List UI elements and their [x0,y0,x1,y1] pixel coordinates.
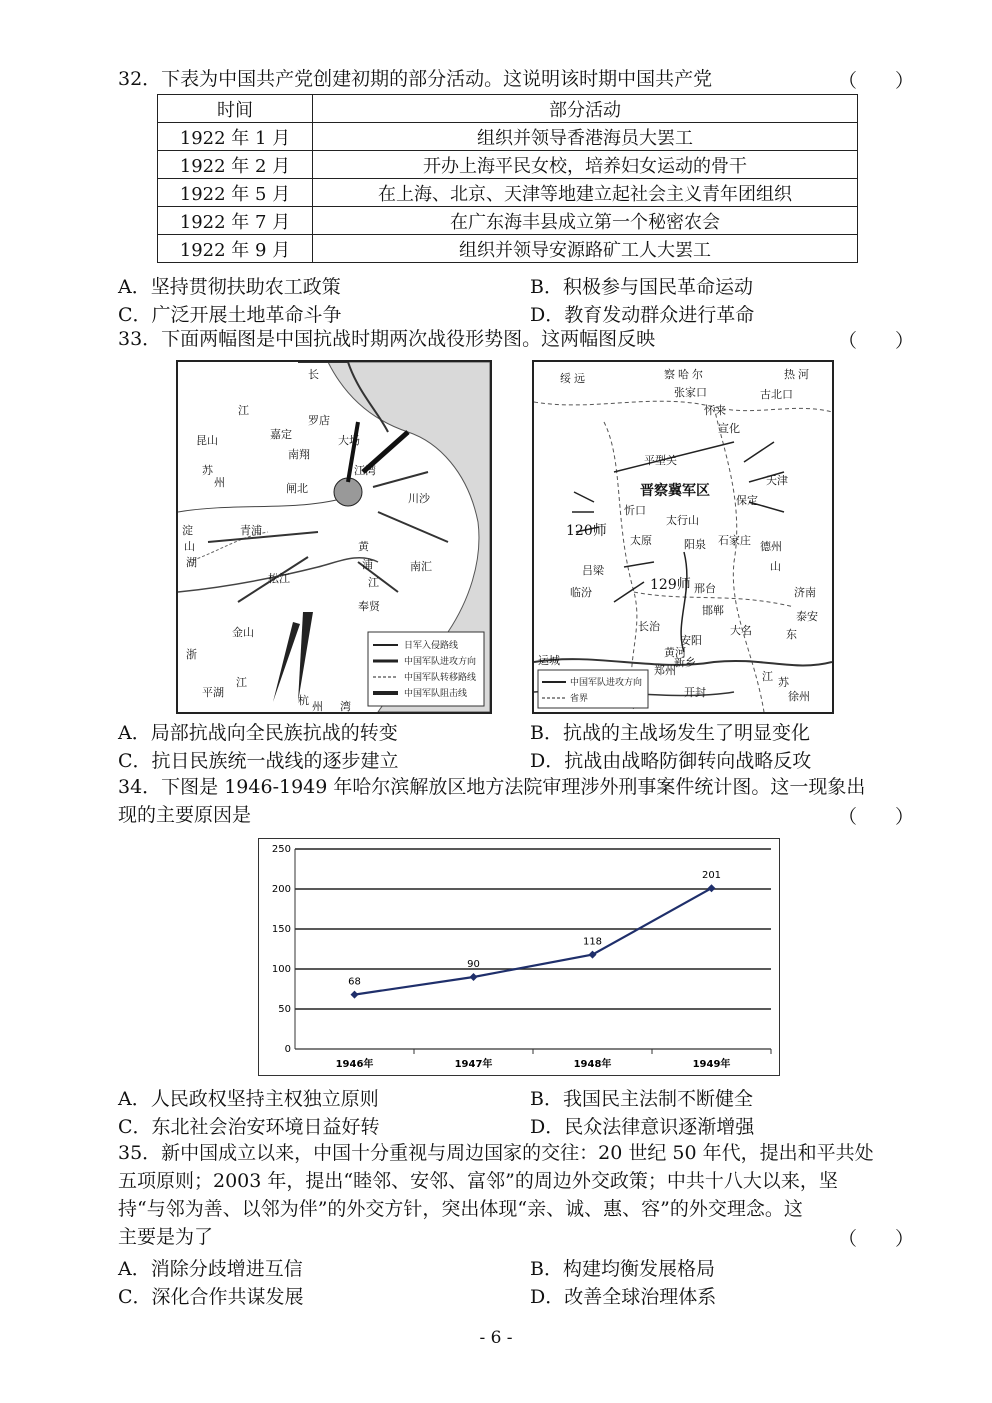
map-label: 州 [214,476,225,489]
q32-answer-paren: （ ） [838,70,915,92]
map-label: 安阳 [680,634,702,647]
map-label: 大场 [338,434,360,447]
map-label: 浙 [186,648,197,661]
table-header-row [158,95,858,123]
map-label: 晋察冀军区 [640,483,710,499]
data-label: 68 [348,976,361,988]
map-label: 远 [574,372,585,385]
x-tick-label: 1946年 [335,1059,374,1070]
y-tick-label: 150 [271,924,291,935]
table-cell-time: 1922 年 5 月 [158,179,313,207]
data-point [470,973,478,981]
map-label: 察 [664,368,675,381]
q32-option-d: D．教育发动群众进行革命 [530,304,755,326]
y-tick-label: 100 [271,964,291,975]
table-cell-activity: 在上海、北京、天津等地建立起社会主义青年团组织 [313,179,858,207]
data-label: 90 [467,959,480,970]
q32-option-a: A．坚持贯彻扶助农工政策 [118,276,341,298]
table-row [158,123,858,151]
q34-answer-paren: （ ） [838,806,915,828]
table-cell-activity: 开办上海平民女校，培养妇女运动的骨干 [313,151,858,179]
data-label: 118 [582,936,603,948]
table-cell-time: 1922 年 1 月 [158,123,313,151]
map-label: 古北口 [760,388,793,401]
x-tick-label: 1948年 [573,1059,612,1070]
map-label: 州 [312,700,323,713]
battle-map-shanghai [176,360,492,714]
q33-option-d: D．抗战由战略防御转向战略反攻 [530,750,812,772]
map-label: 东 [786,628,797,641]
map-label: 阳泉 [684,538,706,551]
map-legend-item: 日军入侵路线 [404,641,459,651]
y-tick-label: 200 [271,884,291,895]
map-label: 松江 [268,572,290,585]
map-label: 江湾 [354,464,376,477]
map-label: 大名 [730,624,752,637]
map-label: 江 [368,576,379,589]
q35-option-c: C．深化合作共谋发展 [118,1286,304,1308]
map-label: 开封 [684,686,706,699]
map-label: 黄河 [664,646,686,659]
map-label: 长 [308,368,319,381]
map-label: 张家口 [674,386,707,399]
map-legend-item: 中国军队进攻方向 [404,657,477,667]
map-label: 山 [184,540,195,553]
map-label: 怀来 [704,404,726,417]
map-label: 新乡 [674,656,696,669]
q35-answer-paren: （ ） [838,1228,915,1250]
map-label: 吕梁 [582,564,604,577]
table-row [158,207,858,235]
map-label: 江 [236,676,247,689]
q33-option-a: A．局部抗战向全民族抗战的转变 [118,722,398,744]
map-label: 太行山 [666,514,699,527]
table-header-activity: 部分活动 [313,95,858,123]
map-label: 淀 [182,524,193,537]
q35-stem-line3: 持“与邻为善、以邻为伴”的外交方针，突出体现“亲、诚、惠、容”的外交理念。这 [118,1198,803,1220]
map-label: 石家庄 [718,534,751,547]
q35-stem-line1: 35．新中国成立以来，中国十分重视与周边国家的交往：20 世纪 50 年代，提出和平共处 [118,1142,874,1164]
map-label: 杭 [298,694,309,707]
map-label: 宣化 [718,422,740,435]
map-label: 热 [784,368,795,381]
q33-stem: 33．下面两幅图是中国抗战时期两次战役形势图。这两幅图反映 [118,328,656,350]
map-label: 嘉定 [270,428,292,441]
map-label: 保定 [736,494,758,507]
x-tick-label: 1949年 [692,1059,731,1070]
map-label: 湖 [186,556,197,569]
map-label: 闸北 [286,482,308,495]
q34-option-a: A．人民政权坚持主权独立原则 [118,1088,379,1110]
table-cell-time: 1922 年 9 月 [158,235,313,263]
map-label: 徐州 [788,690,810,703]
map-label: 太原 [630,534,652,547]
map-label: 济南 [794,586,816,599]
map-label: 长治 [638,620,660,633]
q32-table [157,94,858,263]
q32-option-b: B．积极参与国民革命运动 [530,276,753,298]
table-cell-activity: 组织并领导香港海员大罢工 [313,123,858,151]
map-label: 德州 [760,540,782,553]
q34-option-d: D．民众法律意识逐渐增强 [530,1116,755,1138]
map-label: 苏 [778,676,789,689]
map-label: 临汾 [570,586,592,599]
map-label: 郑州 [654,664,676,677]
battle-map-north-china [532,360,834,714]
map-label: 苏 [202,464,213,477]
q34-stem-line2: 现的主要原因是 [118,804,252,826]
map-label: 120师 [566,523,607,539]
map-legend-item: 省界 [570,694,589,704]
table-cell-activity: 组织并领导安源路矿工人大罢工 [313,235,858,263]
map-label: 忻口 [624,504,646,517]
map-label: 金山 [232,626,254,639]
q32-stem: 32．下表为中国共产党创建初期的部分活动。这说明该时期中国共产党 [118,68,713,90]
map-label: 平型关 [644,454,677,467]
map-label: 129师 [650,577,691,593]
q34-option-b: B．我国民主法制不断健全 [530,1088,753,1110]
q35-option-d: D．改善全球治理体系 [530,1286,717,1308]
map-label: 运城 [538,654,560,667]
map-label: 邢台 [694,582,716,595]
q33-answer-paren: （ ） [838,330,915,352]
map-label: 奉贤 [358,600,380,613]
map-label: 天津 [766,474,788,487]
data-label: 201 [701,870,722,882]
y-tick-label: 50 [278,1004,291,1015]
map-label: 河 [798,368,809,381]
table-row [158,151,858,179]
q35-stem-line2: 五项原则；2003 年，提出“睦邻、安邻、富邻”的周边外交政策；中共十八大以来，坚 [118,1170,838,1192]
line-chart [259,839,779,1075]
map-label: 浦 [362,558,373,571]
q33-option-c: C．抗日民族统一战线的逐步建立 [118,750,399,772]
y-tick-label: 250 [271,844,291,855]
x-tick-label: 1947年 [454,1059,493,1070]
map-label: 黄 [358,540,369,553]
map-label: 平湖 [202,686,224,699]
q35-option-b: B．构建均衡发展格局 [530,1258,715,1280]
q34-option-c: C．东北社会治安环境日益好转 [118,1116,380,1138]
q35-stem-line4: 主要是为了 [118,1226,214,1248]
q33-option-b: B．抗战的主战场发生了明显变化 [530,722,810,744]
table-header-time: 时间 [158,95,313,123]
map-label: 昆山 [196,434,218,447]
map-label: 哈 [678,368,689,381]
map-label: 邯郸 [702,604,724,617]
table-cell-time: 1922 年 2 月 [158,151,313,179]
map-label: 江 [238,404,249,417]
map-legend-item: 中国军队进攻方向 [570,678,643,688]
map-label: 江 [762,670,773,683]
series-line [355,888,712,994]
table-cell-time: 1922 年 7 月 [158,207,313,235]
map-label: 青浦 [240,524,262,537]
q35-option-a: A．消除分歧增进互信 [118,1258,303,1280]
map-label: 泰安 [796,610,818,623]
map-label: 南汇 [410,560,432,573]
map-label: 川沙 [408,492,430,505]
map-label: 山 [770,560,781,573]
case-statistics-chart [258,838,780,1076]
page-number: - 6 - [479,1328,513,1348]
map-label: 绥 [560,372,571,385]
map-legend-item: 中国军队转移路线 [404,673,477,683]
map-label: 尔 [692,368,703,381]
table-row [158,235,858,263]
q34-stem-line1: 34．下图是 1946-1949 年哈尔滨解放区地方法院审理涉外刑事案件统计图。这一现象出 [118,776,866,798]
map-label: 罗店 [308,414,330,427]
data-point [351,991,359,999]
table-cell-activity: 在广东海丰县成立第一个秘密农会 [313,207,858,235]
map-label: 南翔 [288,448,310,461]
map-legend-item: 中国军队阻击线 [404,689,468,699]
table-row [158,179,858,207]
q32-option-c: C．广泛开展土地革命斗争 [118,304,342,326]
map-label: 湾 [340,700,351,713]
y-tick-label: 0 [284,1044,291,1055]
